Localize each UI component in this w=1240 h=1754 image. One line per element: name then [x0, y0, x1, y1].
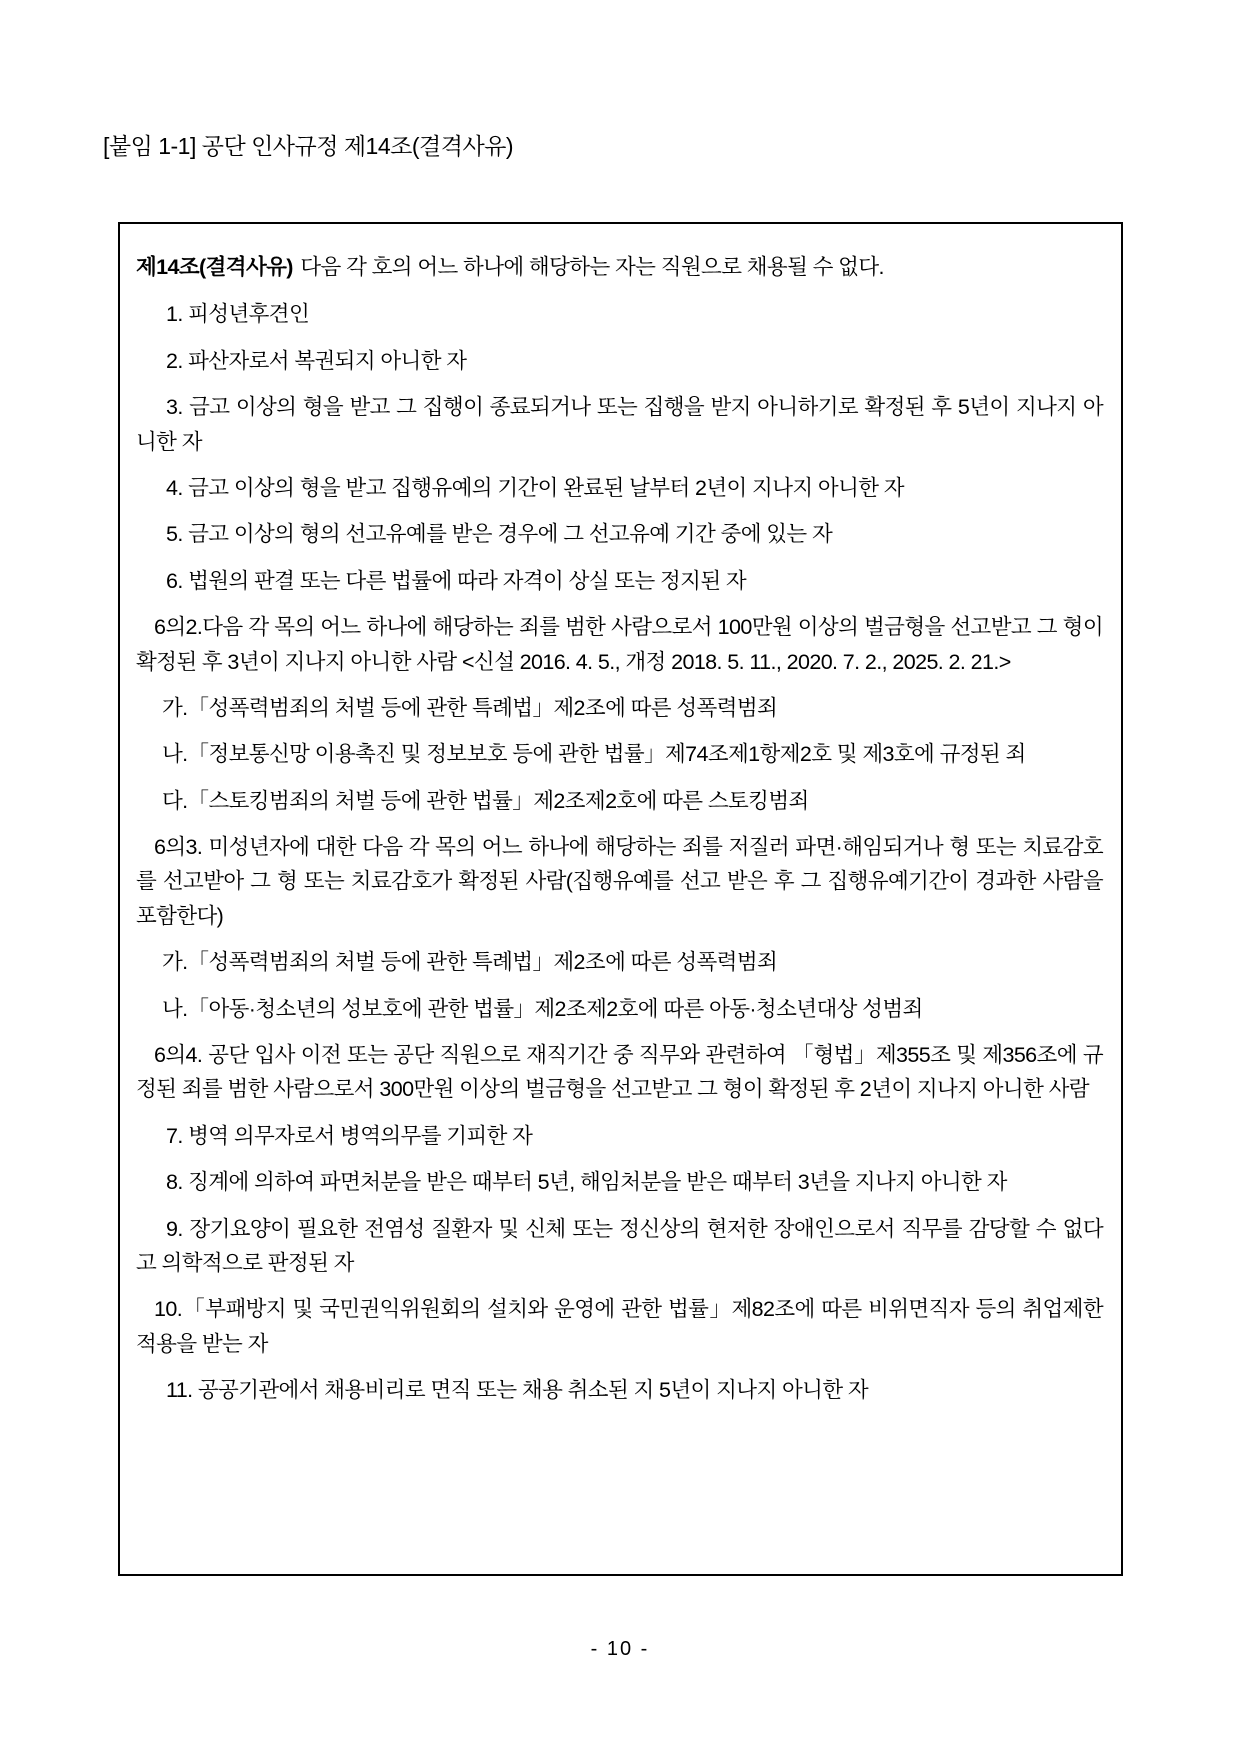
article-14-box: [118, 222, 1123, 1576]
article-item-11: 11. 공공기관에서 채용비리로 면직 또는 채용 취소된 지 5년이 지나지 아니한 자: [166, 1378, 869, 1403]
article-item-7: 7. 병역 의무자로서 병역의무를 기피한 자: [166, 1123, 533, 1148]
article-heading: [136, 250, 1103, 284]
article-item-5: 5. 금고 이상의 형의 선고유예를 받은 경우에 그 선고유예 기간 중에 있는 자: [166, 522, 833, 547]
article-item-1: 1. 피성년후견인: [166, 302, 310, 327]
article-item-6-2-na: 나.「정보통신망 이용촉진 및 정보보호 등에 관한 법률」제74조제1항제2호 및 제3호에 규정된 죄: [162, 742, 1026, 767]
article-item-6-3-na: 나.「아동·청소년의 성보호에 관한 법률」제2조제2호에 따른 아동·청소년대상 성범죄: [162, 996, 923, 1021]
attachment-title: [붙임 1-1] 공단 인사규정 제14조(결격사유): [103, 133, 514, 159]
page-number: - 10 -: [590, 1638, 650, 1660]
article-item-2: 2. 파산자로서 복권되지 아니한 자: [166, 348, 467, 373]
article-heading-text: 다음 각 호의 어느 하나에 해당하는 자는 직원으로 채용될 수 없다.: [300, 255, 884, 279]
article-item-6-2-da: 다.「스토킹범죄의 처벌 등에 관한 법률」제2조제2호에 따른 스토킹범죄: [162, 788, 809, 813]
article-item-3: 3. 금고 이상의 형을 받고 그 집행이 종료되거나 또는 집행을 받지 아니하기로 확정된 후 5년이 지나지 아니한 자: [136, 395, 1103, 454]
article-item-6: 6. 법원의 판결 또는 다른 법률에 따라 자격이 상실 또는 정지된 자: [166, 568, 747, 593]
article-item-6-2-ga: 가.「성폭력범죄의 처벌 등에 관한 특례법」제2조에 따른 성폭력범죄: [162, 695, 778, 720]
article-item-6-2: 6의2.다음 각 목의 어느 하나에 해당하는 죄를 범한 사람으로서 100만원 이상의 벌금형을 선고받고 그 형이 확정된 후 3년이 지나지 아니한 사람 <신설 2016. 4. 5., 개정 2018. 5. 11., 2020. 7. 2., 2025. 2. 21.>: [136, 615, 1103, 674]
article-item-8: 8. 징계에 의하여 파면처분을 받은 때부터 5년, 해임처분을 받은 때부터 3년을 지나지 아니한 자: [166, 1170, 1007, 1195]
article-item-9: 9. 장기요양이 필요한 전염성 질환자 및 신체 또는 정신상의 현저한 장애인으로서 직무를 감당할 수 없다고 의학적으로 판정된 자: [136, 1216, 1103, 1275]
article-item-6-3-ga: 가.「성폭력범죄의 처벌 등에 관한 특례법」제2조에 따른 성폭력범죄: [162, 950, 778, 975]
article-item-6-4: 6의4. 공단 입사 이전 또는 공단 직원으로 재직기간 중 직무와 관련하여 「형법」제355조 및 제356조에 규정된 죄를 범한 사람으로서 300만원 이상의 벌금형을 선고받고 그 형이 확정된 후 2년이 지나지 아니한 사람: [136, 1043, 1103, 1102]
article-item-4: 4. 금고 이상의 형을 받고 집행유예의 기간이 완료된 날부터 2년이 지나지 아니한 자: [166, 475, 904, 500]
article-item-10: 10.「부패방지 및 국민권익위원회의 설치와 운영에 관한 법률」제82조에 따른 비위면직자 등의 취업제한 적용을 받는 자: [136, 1297, 1103, 1356]
article-heading-number: 제14조(결격사유): [136, 255, 293, 279]
article-item-6-3: 6의3. 미성년자에 대한 다음 각 목의 어느 하나에 해당하는 죄를 저질러 파면·해임되거나 형 또는 치료감호를 선고받아 그 형 또는 치료감호가 확정된 사람(집행유예를 선고 받은 후 그 집행유예기간이 경과한 사람을 포함한다): [136, 835, 1103, 928]
